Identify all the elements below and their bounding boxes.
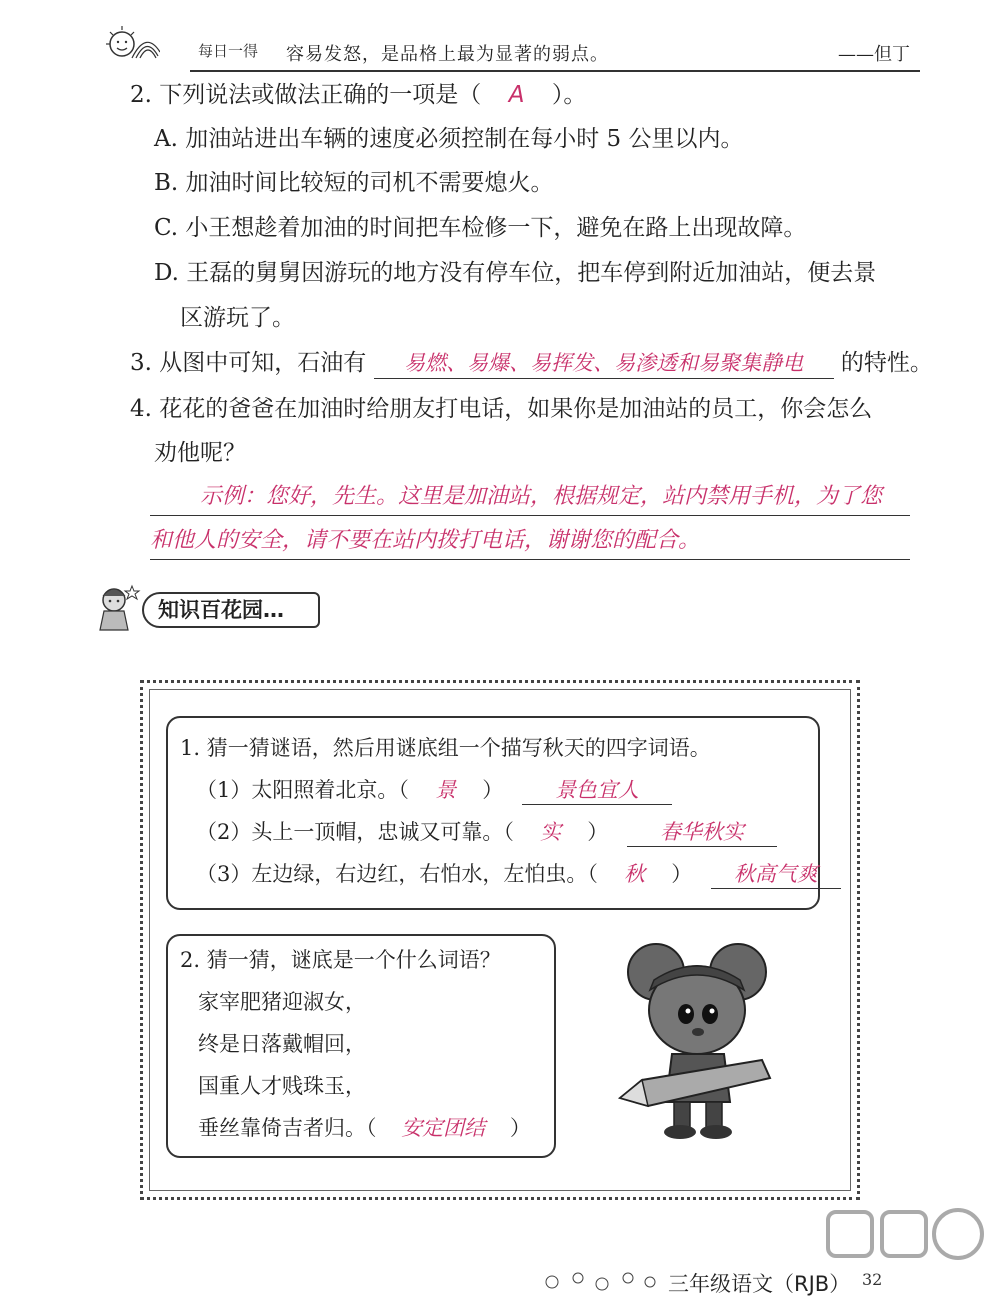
riddle-2-title: 2. 猜一猜，谜底是一个什么词语？ (180, 948, 501, 972)
question-3-prefix: 3. 从图中可知，石油有 (130, 350, 367, 376)
section-title: 知识百花园… (142, 592, 320, 628)
riddle-1-item-1-char: 景 (435, 778, 457, 802)
question-2-answer: A (508, 82, 525, 108)
question-3-suffix: 的特性。 (840, 350, 933, 376)
option-b: B. 加油时间比较短的司机不需要熄火。 (154, 170, 554, 196)
riddle-2-line-2: 终是日落戴帽回， (198, 1032, 366, 1056)
option-a: A. 加油站进出车辆的速度必须控制在每小时 5 公里以内。 (154, 126, 744, 152)
page-header (90, 18, 920, 68)
riddle-1-item-2-char: 实 (540, 820, 562, 844)
riddle-1-item-3 (196, 860, 841, 889)
watermark-logo (820, 1200, 990, 1270)
flower-decoration-icon (540, 1266, 660, 1294)
page-number: 32 (862, 1270, 883, 1289)
riddle-1-item-2-word: 春华秋实 (627, 818, 777, 847)
kid-mascot-icon (90, 578, 150, 638)
riddle-1-item-3-word: 秋高气爽 (711, 860, 841, 889)
question-4-line-1: 4. 花花的爸爸在加油时给朋友打电话，如果你是加油站的员工，你会怎么 (130, 396, 873, 422)
motto-author: ——但丁 (838, 44, 910, 65)
option-d: D. 王磊的舅舅因游玩的地方没有停车位，把车停到附近加油站，便去景 (154, 260, 877, 286)
motto-tag: 每日一得 (198, 42, 259, 60)
riddle-1-item-1-word: 景色宜人 (522, 776, 672, 805)
question-2-close: ）。 (551, 82, 587, 108)
daily-motto: 容易发怒，是品格上最为显著的弱点。 (286, 44, 609, 65)
riddle-1-item-2 (196, 818, 777, 847)
riddle-2-answer: 安定团结 (401, 1116, 486, 1140)
question-4-line-2: 劝他呢？ (154, 440, 246, 466)
grade-subject-label: 三年级语文（RJB） (668, 1272, 851, 1296)
question-3 (130, 348, 933, 379)
riddle-1-item-3-text: （3）左边绿，右边红，右怕水，左怕虫。（ (196, 862, 598, 886)
riddle-2-line-3: 国重人才贱珠玉， (198, 1074, 366, 1098)
riddle-2-line-4-text: 垂丝靠倚吉者归。（ (198, 1116, 377, 1140)
header-rule (190, 70, 920, 72)
riddle-1-item-1-text: （1）太阳照着北京。（ (196, 778, 409, 802)
riddle-1-item-1-close: ） (482, 778, 504, 802)
option-c: C. 小王想趁着加油的时间把车检修一下，避免在路上出现故障。 (154, 215, 807, 241)
section-banner (90, 578, 320, 638)
riddle-1-item-3-close: ） (671, 862, 693, 886)
riddle-2-close: ） (509, 1116, 531, 1140)
mouse-with-pencil-illustration (612, 930, 782, 1145)
riddle-1-item-2-close: ） (587, 820, 609, 844)
question-2-text: 2. 下列说法或做法正确的一项是（ (130, 82, 482, 108)
riddle-1-title: 1. 猜一猜谜语，然后用谜底组一个描写秋天的四字词语。 (180, 736, 711, 760)
riddle-2-line-1: 家宰肥猪迎淑女， (198, 990, 366, 1014)
riddle-1-item-1 (196, 776, 672, 805)
riddle-1-item-3-char: 秋 (624, 862, 646, 886)
option-d-continued: 区游玩了。 (180, 305, 295, 331)
question-2-stem (130, 80, 586, 110)
riddle-1-item-2-text: （2）头上一顶帽，忠诚又可靠。（ (196, 820, 514, 844)
question-3-answer: 易燃、易爆、易挥发、易渗透和易聚集静电 (374, 348, 834, 379)
question-4-answer-line-1: 示例：您好，先生。这里是加油站，根据规定，站内禁用手机，为了您 (150, 482, 910, 516)
question-4-answer-line-2: 和他人的安全，请不要在站内拨打电话，谢谢您的配合。 (150, 526, 910, 560)
riddle-2-line-4 (198, 1114, 531, 1142)
sun-rainbow-icon (100, 22, 160, 62)
